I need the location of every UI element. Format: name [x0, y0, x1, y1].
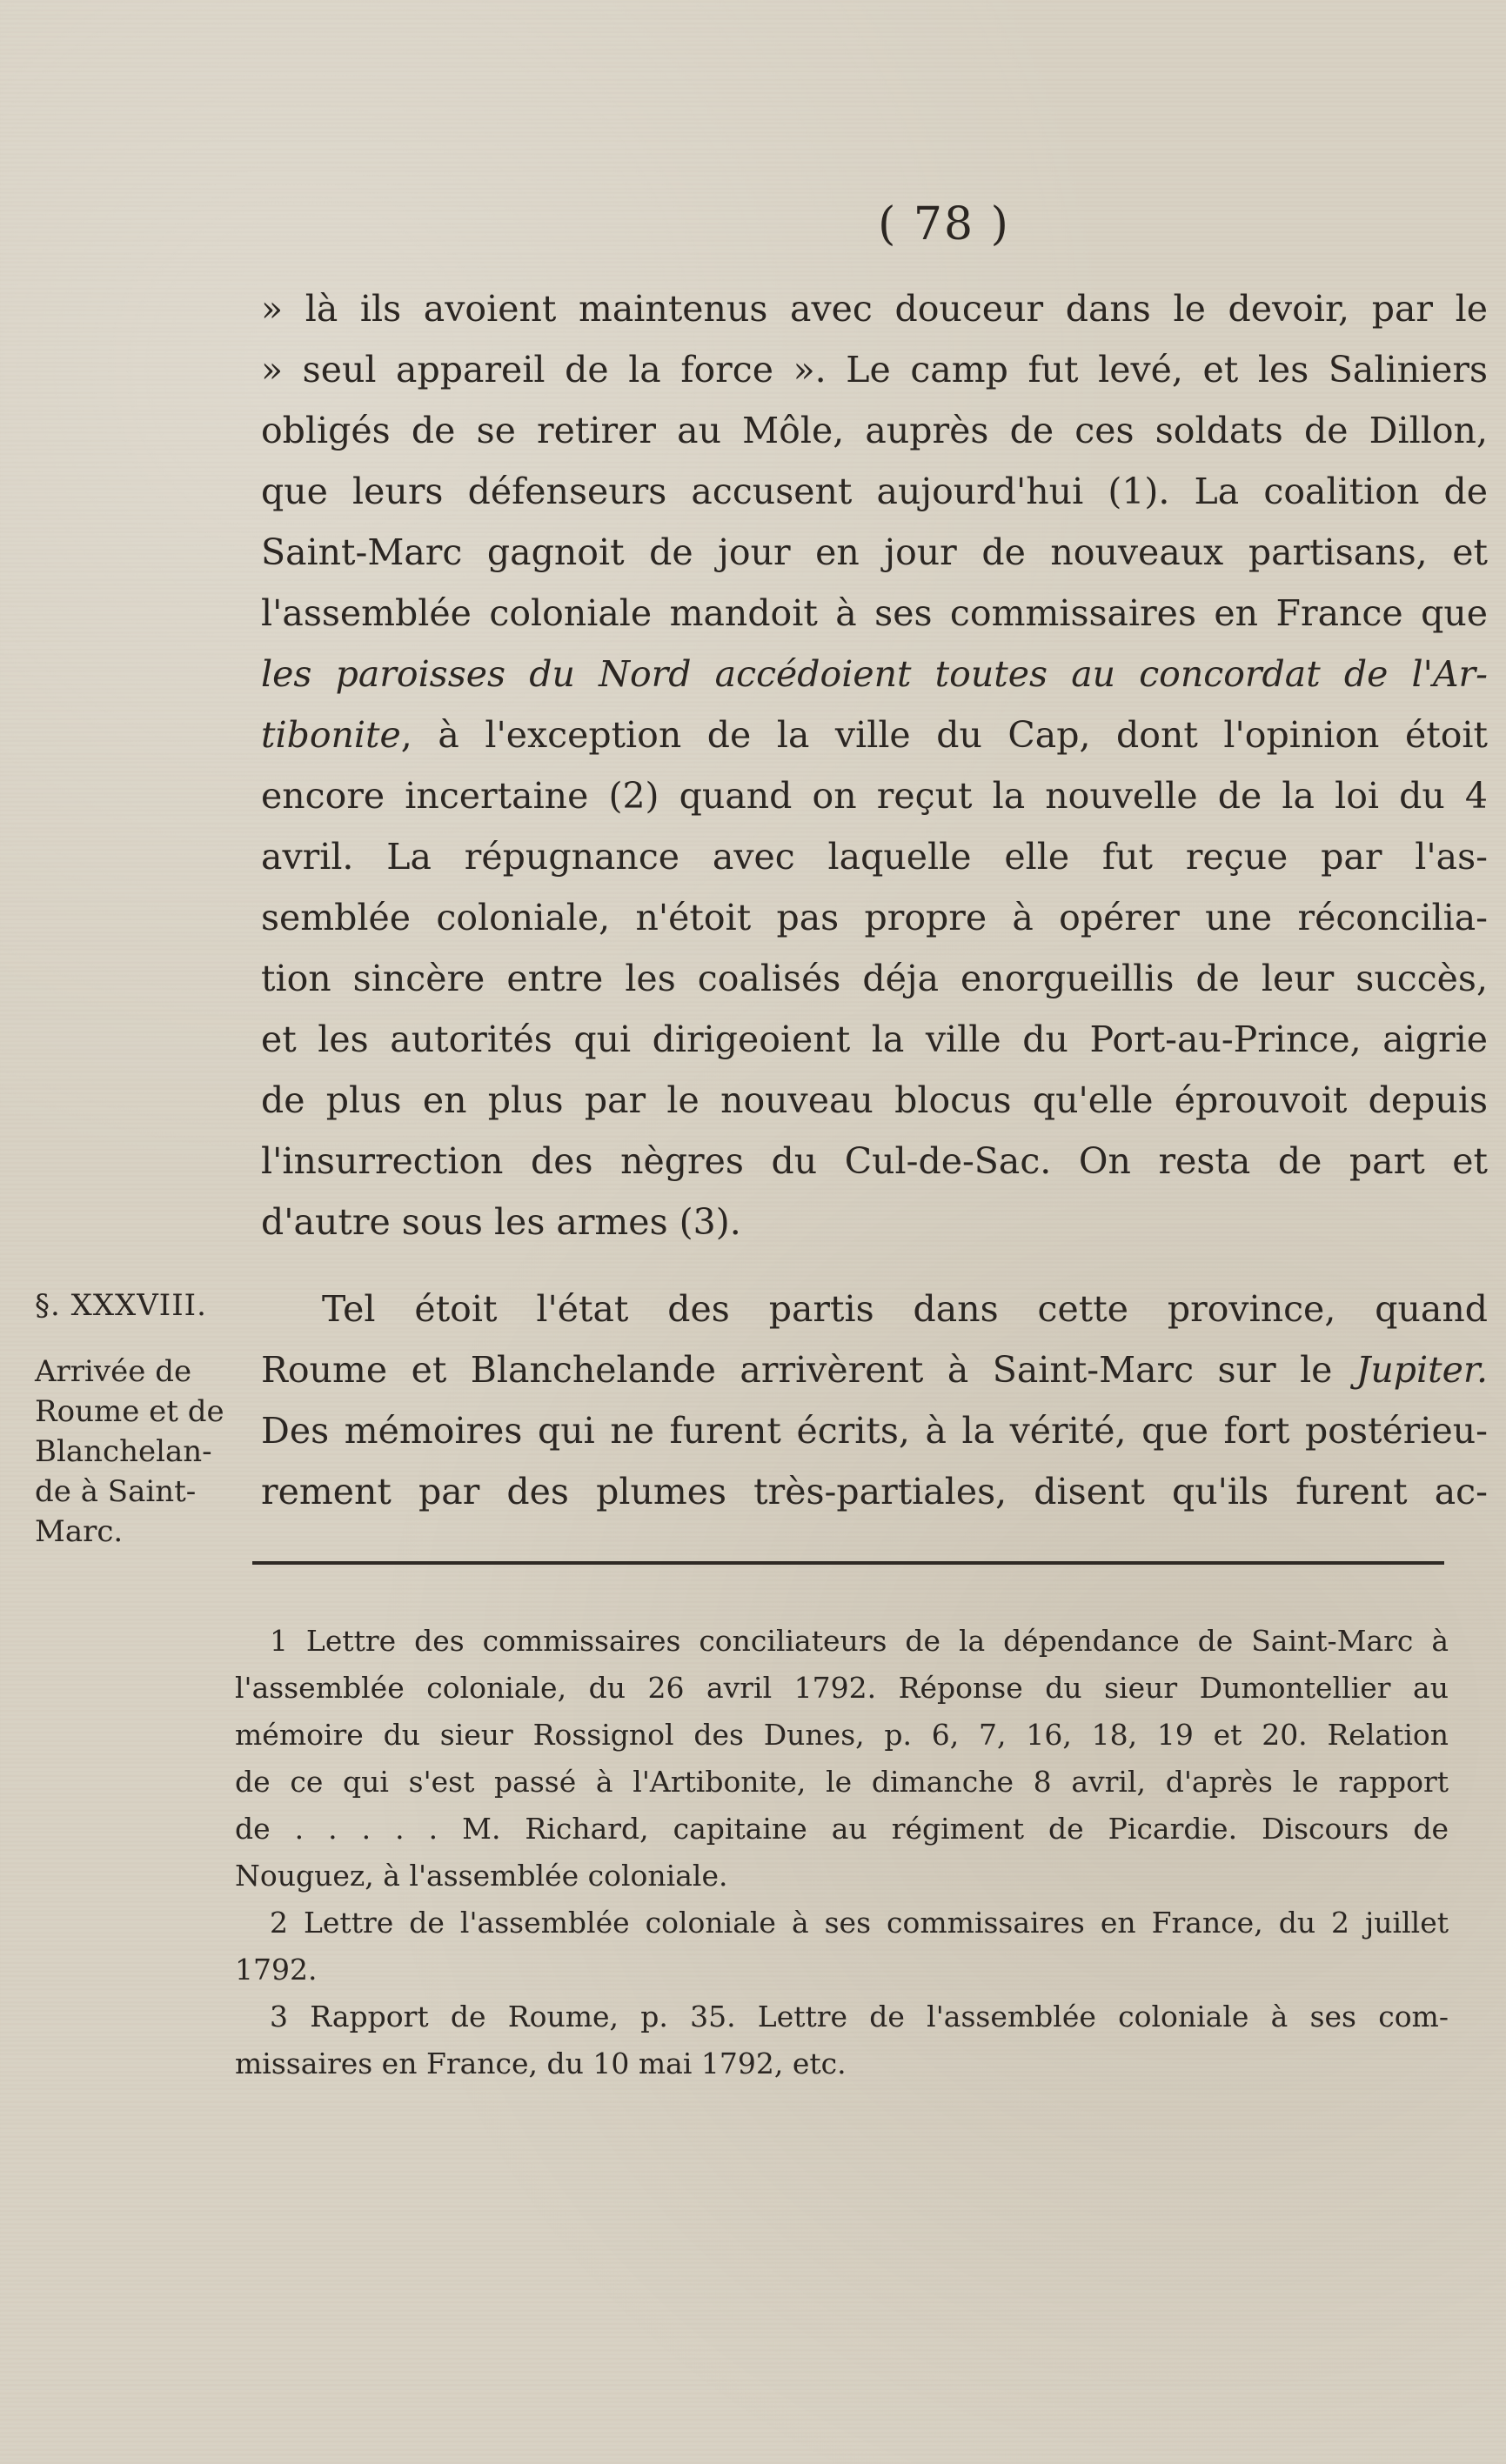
- footnote-rule: [252, 1561, 1444, 1565]
- footnote-line: 3 Rapport de Roume, p. 35. Lettre de l'assemblée coloniale à ses com-: [270, 2000, 1449, 2033]
- footnote-line: de ce qui s'est passé à l'Artibonite, le dimanche 8 avril, d'après le rapport: [235, 1765, 1449, 1799]
- sidenote-line: Marc.: [35, 1514, 124, 1549]
- line-plain: Roume et Blanchelande arrivèrent à Saint-Marc sur le: [261, 1349, 1356, 1391]
- footnote-line: l'assemblée coloniale, du 26 avril 1792. Réponse du sieur Dumontellier au: [235, 1671, 1449, 1705]
- text-line: obligés de se retirer au Môle, auprès de ces soldats de Dillon,: [261, 410, 1488, 451]
- text-line: Tel étoit l'état des partis dans cette province, quand: [322, 1288, 1488, 1330]
- text-line: encore incertaine (2) quand on reçut la nouvelle de la loi du 4: [261, 775, 1488, 817]
- text-line: et les autorités qui dirigeoient la ville du Port-au-Prince, aigrie: [261, 1018, 1488, 1060]
- footnote-line: 2 Lettre de l'assemblée coloniale à ses commissaires en France, du 2 juillet: [270, 1906, 1449, 1940]
- text-line: l'assemblée coloniale mandoit à ses commissaires en France que: [261, 592, 1488, 634]
- margin-note: [35, 1285, 261, 1552]
- footnote-line: 1792.: [235, 1953, 318, 1987]
- section-text-block: [261, 1279, 1488, 1522]
- footnote-line: missaires en France, du 10 mai 1792, etc.: [235, 2047, 847, 2080]
- sidenote-line: Roume et de: [35, 1394, 224, 1429]
- sidenote-line: de à Saint-: [35, 1474, 197, 1509]
- text-line: semblée coloniale, n'étoit pas propre à opérer une réconcilia-: [261, 897, 1488, 938]
- page-number: ( 78 ): [878, 198, 1010, 250]
- text-line: Saint-Marc gagnoit de jour en jour de nouveaux partisans, et: [261, 531, 1488, 573]
- text-line: » là ils avoient maintenus avec douceur dans le devoir, par le: [261, 288, 1488, 330]
- footnote-line: de . . . . . M. Richard, capitaine au régiment de Picardie. Discours de: [235, 1812, 1449, 1846]
- text-line: [261, 704, 1488, 765]
- text-line: rement par des plumes très-partiales, disent qu'ils furent ac-: [261, 1471, 1488, 1512]
- text-line: l'insurrection des nègres du Cul-de-Sac. On resta de part et: [261, 1140, 1488, 1182]
- text-line: tion sincère entre les coalisés déja enorgueillis de leur succès,: [261, 958, 1488, 999]
- text-line: Des mémoires qui ne furent écrits, à la vérité, que fort postérieu-: [261, 1410, 1488, 1452]
- sidenote-line: Arrivée de: [35, 1354, 192, 1389]
- text-line-italic: les paroisses du Nord accédoient toutes au concordat de l'Ar-: [261, 653, 1488, 695]
- text-line: avril. La répugnance avec laquelle elle fut reçue par l'as-: [261, 836, 1488, 878]
- main-text-block: [261, 278, 1488, 1252]
- line-rest: , à l'exception de la ville du Cap, dont l'opinion étoit: [400, 714, 1488, 756]
- text-line: que leurs défenseurs accusent aujourd'hui (1). La coalition de: [261, 471, 1488, 512]
- text-line: [261, 1339, 1488, 1400]
- sidenote-line: Blanchelan-: [35, 1434, 212, 1469]
- ship-name: Jupiter.: [1355, 1349, 1488, 1391]
- footnote-line: Nouguez, à l'assemblée coloniale.: [235, 1859, 728, 1893]
- section-number: §. XXXVIII.: [35, 1288, 207, 1323]
- text-line: d'autre sous les armes (3).: [261, 1201, 741, 1243]
- footnote-line: mémoire du sieur Rossignol des Dunes, p. 6, 7, 16, 18, 19 et 20. Relation: [235, 1718, 1449, 1752]
- italic-word: tibonite: [261, 714, 401, 756]
- text-line: » seul appareil de la force ». Le camp fut levé, et les Saliniers: [261, 349, 1488, 391]
- footnotes-block: [235, 1618, 1449, 2087]
- footnote-line: 1 Lettre des commissaires conciliateurs de la dépendance de Saint-Marc à: [270, 1624, 1449, 1658]
- text-line: de plus en plus par le nouveau blocus qu'elle éprouvoit depuis: [261, 1079, 1488, 1121]
